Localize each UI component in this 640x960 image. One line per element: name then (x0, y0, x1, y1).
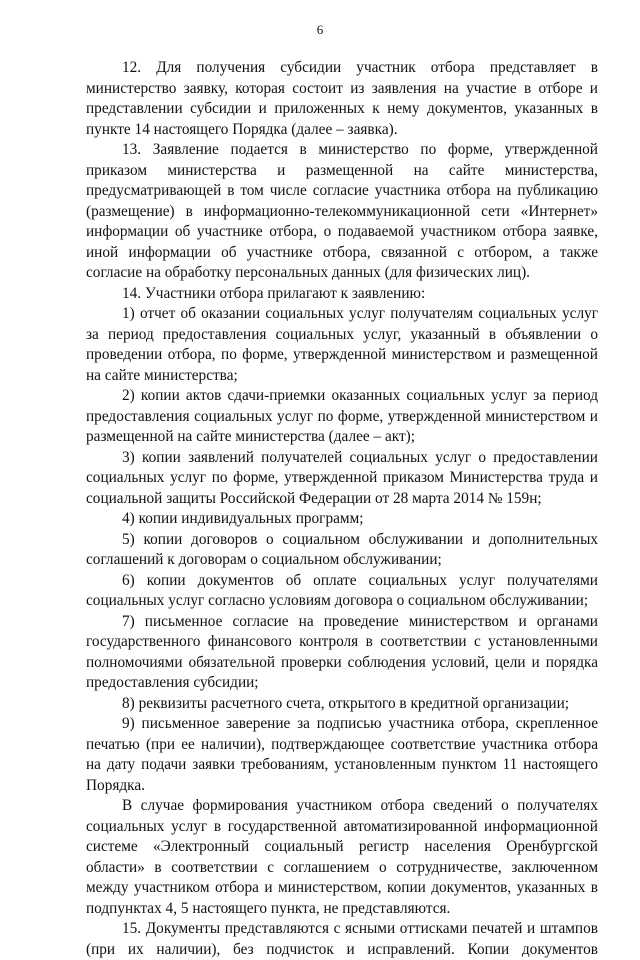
text-line: согласие на обработку персональных данных (для физических лиц). (86, 263, 598, 284)
text-line: пункте 14 настоящего Порядка (далее – заявка). (86, 120, 598, 141)
text-line: за период предоставления социальных услуг, указанный в объявлении о (86, 325, 598, 346)
text-line: информации об участнике отбора, о подаваемой участником отбора заявке, (86, 222, 598, 243)
text-line: социальной защиты Российской Федерации от 28 марта 2014 № 159н; (86, 489, 598, 510)
text-line: предусматривающей в том числе согласие участника отбора на публикацию (86, 181, 598, 202)
text-line: Порядка. (86, 776, 598, 797)
text-line: соглашений к договорам о социальном обслуживании; (86, 550, 598, 571)
text-line: социальных услуг по форме, утвержденной приказом Министерства труда и (86, 468, 598, 489)
text-line: размещенной на сайте министерства (далее – акт); (86, 427, 598, 448)
text-line: 2) копии актов сдачи-приемки оказанных социальных услуг за период (86, 386, 598, 407)
text-line: предоставления социальных услуг по форме, утвержденной министерством и (86, 407, 598, 428)
text-line: социальных услуг в государственной автоматизированной информационной (86, 817, 598, 838)
text-line: предоставления субсидии; (86, 673, 598, 694)
text-line: В случае формирования участником отбора сведений о получателях (86, 796, 598, 817)
text-line: 8) реквизиты расчетного счета, открытого в кредитной организации; (86, 694, 598, 715)
text-line: между участником отбора и министерством, копии документов, указанных в (86, 878, 598, 899)
text-line: (при их наличии), без подчисток и исправлений. Копии документов (86, 940, 598, 960)
text-line: 15. Документы представляются с ясными оттисками печатей и штампов (86, 919, 598, 940)
text-line: 4) копии индивидуальных программ; (86, 509, 598, 530)
text-line: на сайте министерства; (86, 366, 598, 387)
text-line: (размещение) в информационно-телекоммуникационной сети «Интернет» (86, 202, 598, 223)
text-line: социальных услуг согласно условиям договора о социальном обслуживании; (86, 591, 598, 612)
text-line: подпунктах 4, 5 настоящего пункта, не представляются. (86, 899, 598, 920)
text-line: полномочиями обязательной проверки соблюдения условий, цели и порядка (86, 653, 598, 674)
text-line: представлении субсидии и приложенных к нему документов, указанных в (86, 99, 598, 120)
text-line: системе «Электронный социальный регистр населения Оренбургской (86, 837, 598, 858)
text-line: 7) письменное согласие на проведение министерством и органами (86, 612, 598, 633)
page-number: 6 (0, 22, 640, 38)
text-line: печатью (при ее наличии), подтверждающее соответствие участника отбора (86, 735, 598, 756)
text-line: 12. Для получения субсидии участник отбора представляет в (86, 58, 598, 79)
text-line: проведении отбора, по форме, утвержденной министерством и размещенной (86, 345, 598, 366)
text-line: 14. Участники отбора прилагают к заявлению: (86, 284, 598, 305)
document-body (86, 58, 598, 960)
text-line: приказом министерства и размещенной на сайте министерства, (86, 161, 598, 182)
text-line: 9) письменное заверение за подписью участника отбора, скрепленное (86, 714, 598, 735)
text-line: министерство заявку, которая состоит из заявления на участие в отборе и (86, 79, 598, 100)
text-line: государственного финансового контроля в соответствии с установленными (86, 632, 598, 653)
text-line: 3) копии заявлений получателей социальных услуг о предоставлении (86, 448, 598, 469)
text-line: на дату подачи заявки требованиям, установленным пунктом 11 настоящего (86, 755, 598, 776)
text-line: области» в соответствии с соглашением о сотрудничестве, заключенном (86, 858, 598, 879)
text-line: 6) копии документов об оплате социальных услуг получателями (86, 571, 598, 592)
text-line: 1) отчет об оказании социальных услуг получателям социальных услуг (86, 304, 598, 325)
text-line: иной информации об участнике отбора, связанной с отбором, а также (86, 243, 598, 264)
text-line: 13. Заявление подается в министерство по форме, утвержденной (86, 140, 598, 161)
text-line: 5) копии договоров о социальном обслуживании и дополнительных (86, 530, 598, 551)
